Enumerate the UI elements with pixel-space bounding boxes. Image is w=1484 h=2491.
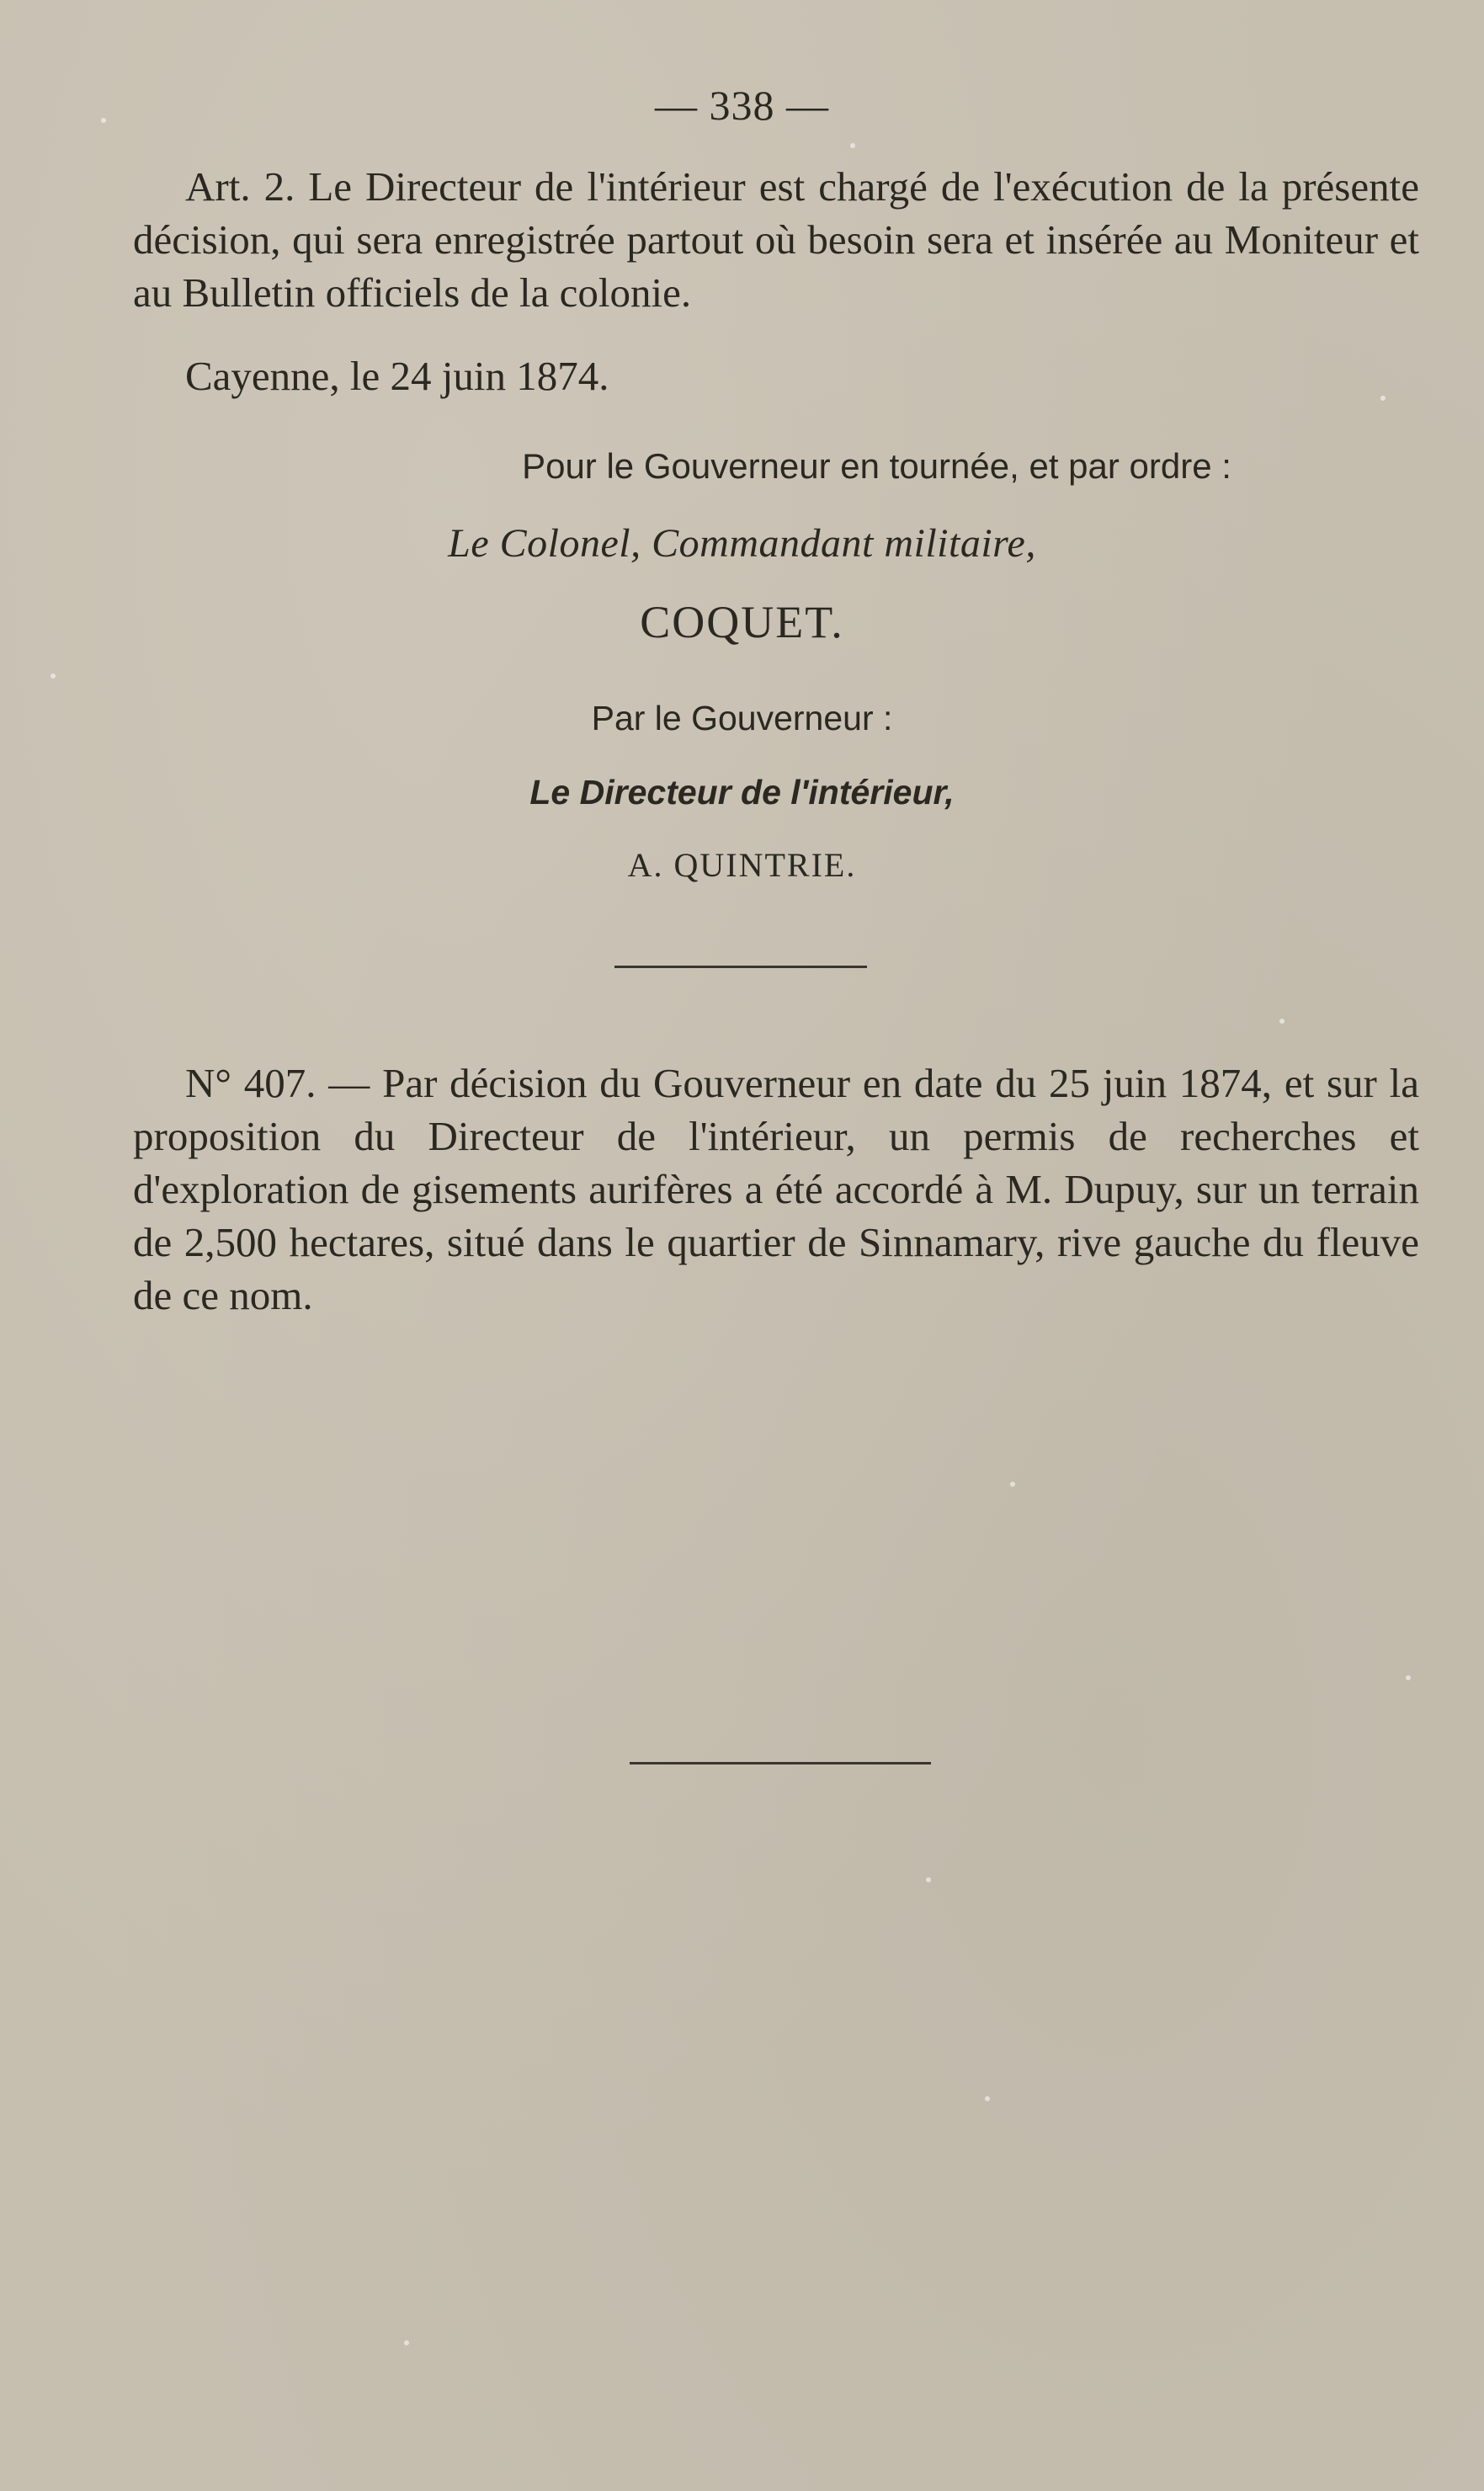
- paper-speck: [926, 1877, 931, 1882]
- paper-speck: [850, 143, 855, 148]
- paper-speck: [1279, 1019, 1285, 1024]
- signature-colonel-title: Le Colonel, Commandant militaire,: [448, 521, 1036, 566]
- decision-407-paragraph: N° 407. — Par décision du Gouverneur en date du 25 juin 1874, et sur la proposition du Directeur de l'intérieur, un permis de recherches et d'exploration de gisements aurifères a été accordé à M. Dupuy, sur un terrain de 2,500 hectares, situé dans le quartier de Sinnamary, rive gauche du fleuve de ce nom.: [133, 1060, 1419, 1318]
- date-line: Cayenne, le 24 juin 1874.: [185, 353, 609, 399]
- paper-speck: [1380, 396, 1386, 401]
- signature-pour-gouverneur: Pour le Gouverneur en tournée, et par ordre :: [522, 446, 1231, 486]
- article-2-paragraph: Art. 2. Le Directeur de l'intérieur est chargé de l'exécution de la présente décision, qui sera enregistrée partout où besoin sera et insérée au Moniteur et au Bulletin officiels de la colonie.: [133, 163, 1419, 316]
- section-divider-bottom: [630, 1762, 931, 1764]
- paper-speck: [51, 673, 56, 679]
- paper-speck: [985, 2096, 990, 2101]
- signature-par-gouverneur: Par le Gouverneur :: [591, 699, 893, 737]
- paper-speck: [1406, 1675, 1411, 1680]
- signature-colonel-name: COQUET.: [640, 597, 844, 647]
- page-number: — 338 —: [655, 82, 829, 129]
- section-divider: [614, 966, 867, 968]
- paper-speck: [1010, 1482, 1015, 1487]
- paper-speck: [404, 2340, 409, 2345]
- signature-directeur-title: Le Directeur de l'intérieur,: [529, 773, 955, 812]
- signature-directeur-name: A. QUINTRIE.: [627, 846, 857, 884]
